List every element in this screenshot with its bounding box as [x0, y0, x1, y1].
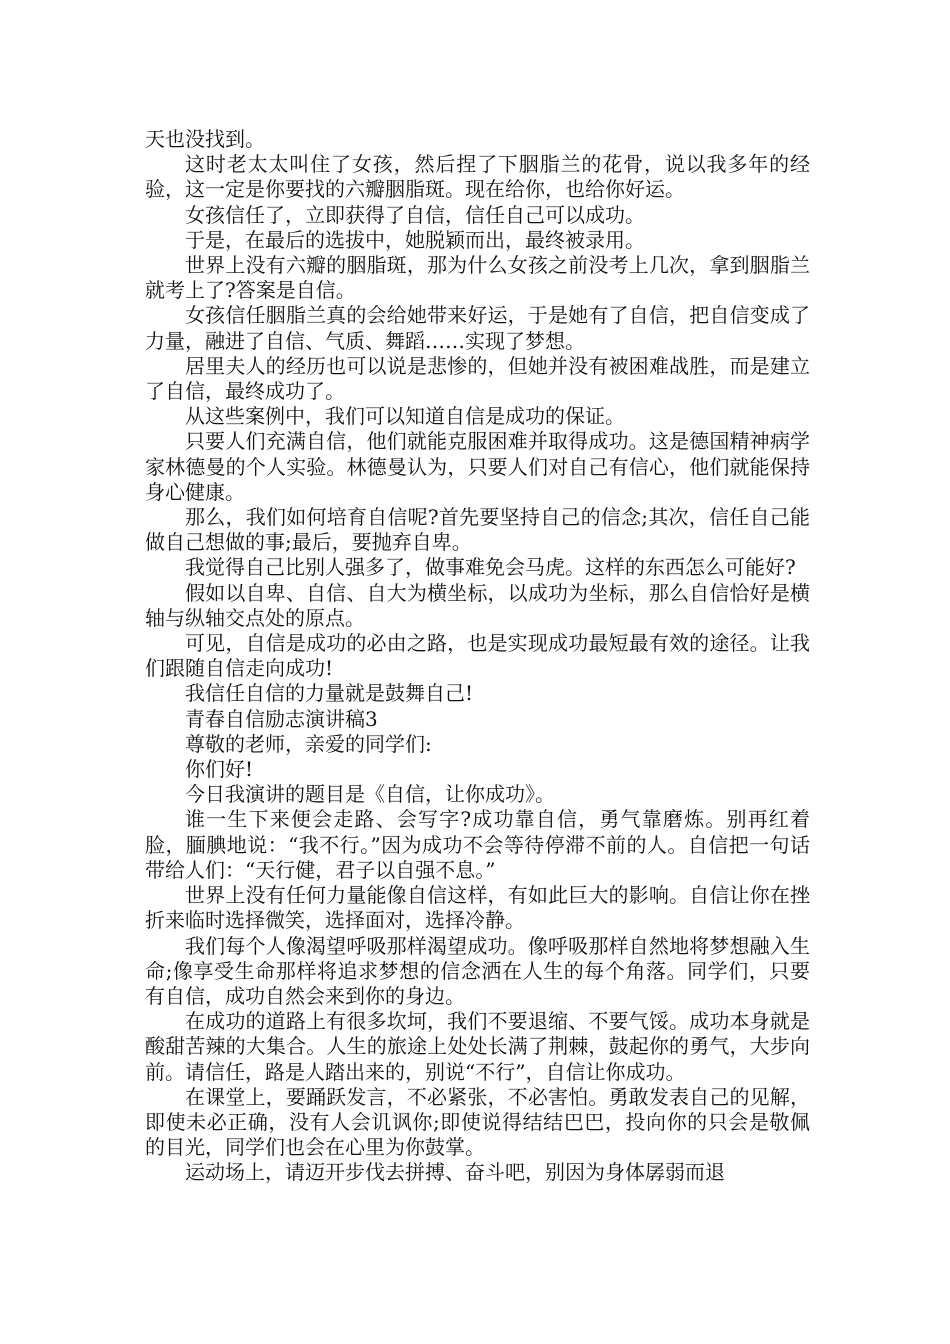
paragraph: 在成功的道路上有很多坎坷，我们不要退缩、不要气馁。成功本身就是酸甜苦辣的大集合。人生的旅途上处处长满了荆棘，鼓起你的勇气，大步向前。请信任，路是人踏出来的，别说“不行”，自信让你成功。	[145, 1009, 810, 1084]
paragraph: 我觉得自己比别人强多了，做事难免会马虎。这样的东西怎么可能好?	[185, 555, 796, 580]
salutation: 尊敬的老师，亲爱的同学们:	[185, 731, 432, 756]
section-heading: 青春自信励志演讲稿3	[185, 706, 378, 731]
paragraph: 于是，在最后的选拔中，她脱颖而出，最终被录用。	[185, 227, 645, 252]
paragraph: 世界上没有六瓣的胭脂斑，那为什么女孩之前没考上几次，拿到胭脂兰就考上了?答案是自信。	[145, 253, 810, 303]
paragraph: 运动场上，请迈开步伐去拼搏、奋斗吧，别因为身体孱弱而退	[185, 1160, 725, 1185]
paragraph: 从这些案例中，我们可以知道自信是成功的保证。	[185, 404, 625, 429]
greeting: 你们好!	[185, 757, 254, 782]
paragraph: 这时老太太叫住了女孩，然后捏了下胭脂兰的花骨，说以我多年的经验，这一定是你要找的六瓣胭脂斑。现在给你，也给你好运。	[145, 152, 810, 202]
paragraph: 我信任自信的力量就是鼓舞自己!	[185, 681, 474, 706]
paragraph: 只要人们充满自信，他们就能克服困难并取得成功。这是德国精神病学家林德曼的个人实验。林德曼认为，只要人们对自己有信心，他们就能保持身心健康。	[145, 429, 810, 504]
paragraph: 在课堂上，要踊跃发言，不必紧张，不必害怕。勇敢发表自己的见解，即使未必正确，没有人会讥讽你;即使说得结结巴巴，投向你的只会是敬佩的目光，同学们也会在心里为你鼓掌。	[145, 1084, 810, 1160]
paragraph: 居里夫人的经历也可以说是悲惨的，但她并没有被困难战胜，而是建立了自信，最终成功了。	[145, 353, 810, 404]
paragraph: 世界上没有任何力量能像自信这样，有如此巨大的影响。自信让你在挫折来临时选择微笑，选择面对，选择冷静。	[145, 883, 810, 933]
paragraph: 今日我演讲的题目是《自信，让你成功》。	[185, 782, 555, 807]
paragraph: 可见，自信是成功的必由之路，也是实现成功最短最有效的途径。让我们跟随自信走向成功!	[145, 631, 810, 681]
paragraph: 女孩信任胭脂兰真的会给她带来好运，于是她有了自信，把自信变成了力量，融进了自信、气质、舞蹈……实现了梦想。	[145, 303, 810, 353]
document-page	[145, 127, 810, 1186]
paragraph: 那么，我们如何培育自信呢?首先要坚持自己的信念;其次，信任自己能做自己想做的事;最后，要抛弃自卑。	[145, 505, 810, 555]
paragraph: 女孩信任了，立即获得了自信，信任自己可以成功。	[185, 202, 645, 227]
paragraph: 假如以自卑、自信、自大为横坐标，以成功为坐标，那么自信恰好是横轴与纵轴交点处的原点。	[145, 580, 810, 630]
paragraph: 我们每个人像渴望呼吸那样渴望成功。像呼吸那样自然地将梦想融入生命;像享受生命那样将追求梦想的信念洒在人生的每个角落。同学们，只要有自信，成功自然会来到你的身边。	[145, 933, 810, 1008]
paragraph: 谁一生下来便会走路、会写字?成功靠自信，勇气靠磨炼。别再红着脸，腼腆地说：“我不行。”因为成功不会等待停滞不前的人。自信把一句话带给人们：“天行健，君子以自强不息。”	[145, 807, 810, 882]
paragraph: 天也没找到。	[145, 127, 265, 151]
